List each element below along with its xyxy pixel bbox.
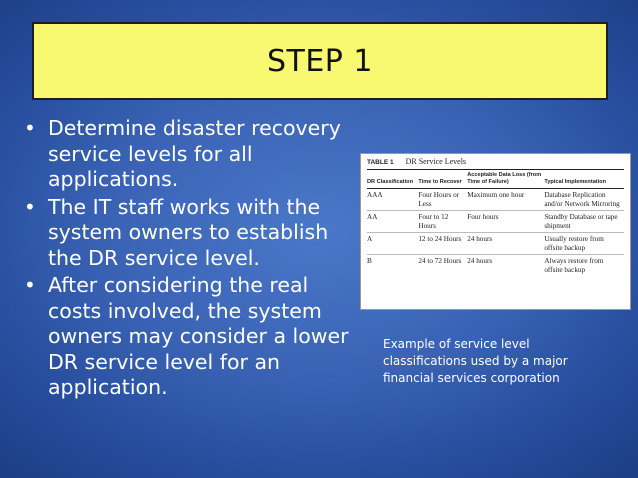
table-cell: AAA	[367, 189, 418, 211]
column-header: Typical Implementation	[544, 170, 624, 189]
dr-service-levels-table	[360, 153, 631, 310]
table-header-row	[367, 170, 624, 189]
table-cell: AA	[367, 211, 418, 233]
bullet-list	[22, 116, 352, 403]
table-cell: Database Replication and/or Network Mirroring	[544, 189, 624, 211]
bullet-dot: •	[24, 273, 36, 297]
table-cell: A	[367, 233, 418, 255]
bullet-dot: •	[24, 194, 36, 219]
bullet-text: Determine disaster recovery service levels for all applications.	[48, 116, 341, 191]
table-number: TABLE 1	[367, 159, 394, 166]
table-row	[367, 233, 624, 255]
table-row	[367, 255, 624, 277]
table-row	[367, 189, 624, 211]
table-cell: B	[367, 257, 372, 265]
title-box	[32, 22, 608, 100]
bullet-item	[22, 195, 352, 272]
table-title: DR Service Levels	[405, 157, 467, 166]
table-cell: 12 to 24 Hours	[418, 233, 467, 255]
table-cell: Four to 12 Hours	[418, 211, 467, 233]
table-cell: Standby Database or tape shipment	[544, 211, 624, 233]
bullet-text: The IT staff works with the system owners to establish the DR service level.	[48, 194, 329, 270]
bullet-dot: •	[24, 116, 36, 140]
table-cell: Four hours	[467, 211, 544, 233]
table-cell: Maximum one hour	[467, 189, 544, 211]
table-row	[367, 211, 624, 233]
slide-title: STEP 1	[266, 43, 374, 79]
table-cell: Usually restore from offsite backup	[544, 233, 624, 255]
column-header: Acceptable Data Loss (from Time of Failure)	[467, 170, 544, 189]
table-cell: 24 hours	[467, 257, 493, 265]
bullet-item	[22, 116, 352, 193]
table-caption-text: Example of service level classifications used by a major financial services corporation	[383, 337, 568, 385]
bullet-item	[22, 273, 352, 401]
column-header: Time to Recover	[418, 170, 467, 189]
table-cell: Always restore from offsite backup	[544, 257, 604, 274]
bullet-text: After considering the real costs involved, the system owners may consider a lower DR service level for an application.	[48, 273, 349, 399]
table-cell: Four Hours or Less	[418, 189, 467, 211]
table-grid	[367, 170, 624, 276]
table-cell: 24 hours	[467, 233, 544, 255]
table-cell: 24 to 72 Hours	[418, 257, 462, 265]
column-header: DR Classification	[367, 170, 418, 189]
table-caption	[367, 157, 624, 170]
